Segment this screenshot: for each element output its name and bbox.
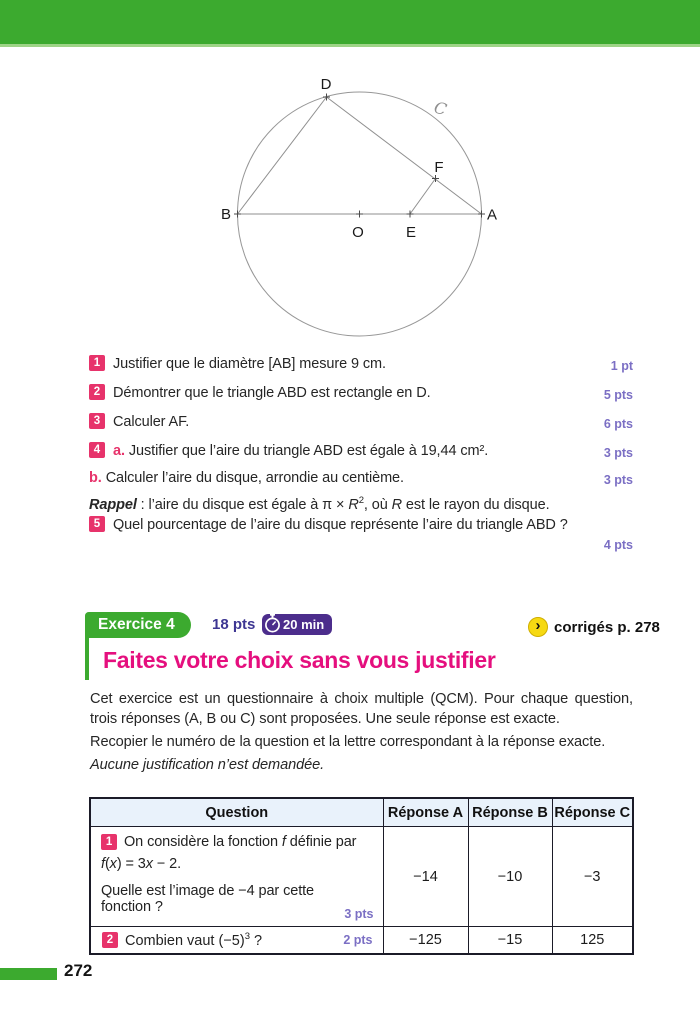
answers-link[interactable] [528,617,660,637]
qcm-header-answer-b: Réponse B [468,798,552,827]
qcm-row-2-answer-a: −125 [383,927,468,954]
question-1-badge: 1 [89,355,105,371]
question-1-text: Justifier que le diamètre [AB] mesure 9 cm. [113,356,386,372]
radius-variable: R [348,496,359,513]
question-5 [89,516,633,534]
point-label-f: F [434,159,444,176]
question-5-text: Quel pourcentage de l’aire du disque représente l’aire du triangle ABD ? [113,517,568,533]
qcm-question-1-line3: Quelle est l’image de −4 par cette fonction ? [101,883,315,915]
qcm-row-2 [90,927,633,954]
qcm-row-1-question [90,827,383,927]
geometry-figure [185,60,525,352]
qcm-question-2-points: 2 pts [343,932,373,947]
duration-chip [262,614,332,635]
question-4a-text [113,442,594,460]
rappel-part-1: l’aire du disque est égale à π × [148,496,349,513]
qcm-question-1-points: 3 pts [344,907,374,921]
subquestion-a-label: a. [113,443,125,459]
rappel-part-3: est le rayon du disque. [401,496,550,513]
question-2 [89,384,633,404]
qcm-row-2-answer-b: −15 [468,927,552,954]
qcm-question-2-text: Combien vaut $(-5)^3$ ? [125,931,263,949]
question-3-text: Calculer AF. [113,414,190,430]
point-label-o: O [352,224,364,241]
question-2-points: 5 pts [603,388,633,402]
question-3-badge: 3 [89,413,105,429]
qcm-header-row [90,798,633,827]
question-4b [89,469,633,489]
question-4b-text [89,469,594,487]
question-1-points: 1 pt [610,359,633,373]
qcm-header-answer-c: Réponse C [552,798,633,827]
qcm-header-answer-a: Réponse A [383,798,468,827]
question-3-points: 6 pts [603,417,633,431]
question-2-badge: 2 [89,384,105,400]
question-5-points: 4 pts [603,538,633,552]
qcm-question-2-badge: 2 [102,932,118,948]
exercise-badge: Exercice 4 [85,612,191,638]
exponent-3: 3 [244,931,250,942]
qcm-question-1-badge: 1 [101,834,117,850]
question-4a-body: Justifier que l’aire du triangle ABD est égale à 19,44 cm². [128,443,489,459]
qcm-row-2-question [90,927,383,954]
rappel-text [89,492,633,514]
rappel-label: Rappel [89,496,137,513]
qcm-row-1-answer-b: −10 [468,827,552,927]
exercise-title: Faites votre choix sans vous justifier [103,647,496,673]
point-label-e: E [405,224,417,241]
curve-label-icon: C [431,97,449,120]
intro-paragraph-2: Recopier le numéro de la question et la lettre correspondant à la réponse exacte. [90,733,606,750]
point-label-a: A [487,206,498,224]
chevron-right-icon: › [528,617,548,637]
question-4-badge: 4 [89,442,105,458]
qcm-row-1-answer-c: −3 [552,827,633,927]
question-1 [89,355,633,375]
top-banner [0,0,700,47]
stopwatch-icon [264,611,281,635]
question-4b-points: 3 pts [603,473,633,487]
exercise-total-points: 18 pts [212,616,256,633]
duration-label: 20 min [283,617,325,632]
question-2-text: Démontrer que le triangle ABD est rectangle en D. [113,385,431,401]
rappel-note [89,492,633,514]
qcm-row-1-answer-a: −14 [383,827,468,927]
radius-variable-2: R [391,496,402,513]
page-number: 272 [64,961,93,980]
question-3 [89,413,633,433]
footer-accent-bar [0,968,57,980]
qcm-table [89,797,634,955]
qcm-question-1-formula: f(x) = 3x − 2. [101,856,182,872]
subquestion-b-label: b. [89,470,102,486]
question-4a [89,442,633,462]
intro-paragraph-3: Aucune justification n’est demandée. [90,756,325,773]
intro-paragraph-1: Cet exercice est un questionnaire à choix multiple (QCM). Pour chaque question, trois réponses (A, B ou C) sont proposées. Une seule réponse est exacte. [90,691,633,727]
qcm-row-2-answer-c: 125 [552,927,633,954]
question-5-badge: 5 [89,516,105,532]
point-markers [234,94,485,218]
point-label-b: B [220,206,231,223]
qcm-row-1 [90,827,633,927]
rappel-separator: : [136,496,149,513]
answers-link-label: corrigés p. 278 [554,618,660,636]
rappel-part-2: , où [363,496,392,513]
exponent: 2 [358,495,364,506]
qcm-question-1-line1: On considère la fonction f définie par [124,834,357,850]
qcm-header-question: Question [90,798,383,827]
question-4a-points: 3 pts [603,446,633,460]
question-4b-body: Calculer l’aire du disque, arrondie au centième. [105,470,404,486]
exercise-intro [90,690,633,779]
point-label-d: D [320,76,332,93]
